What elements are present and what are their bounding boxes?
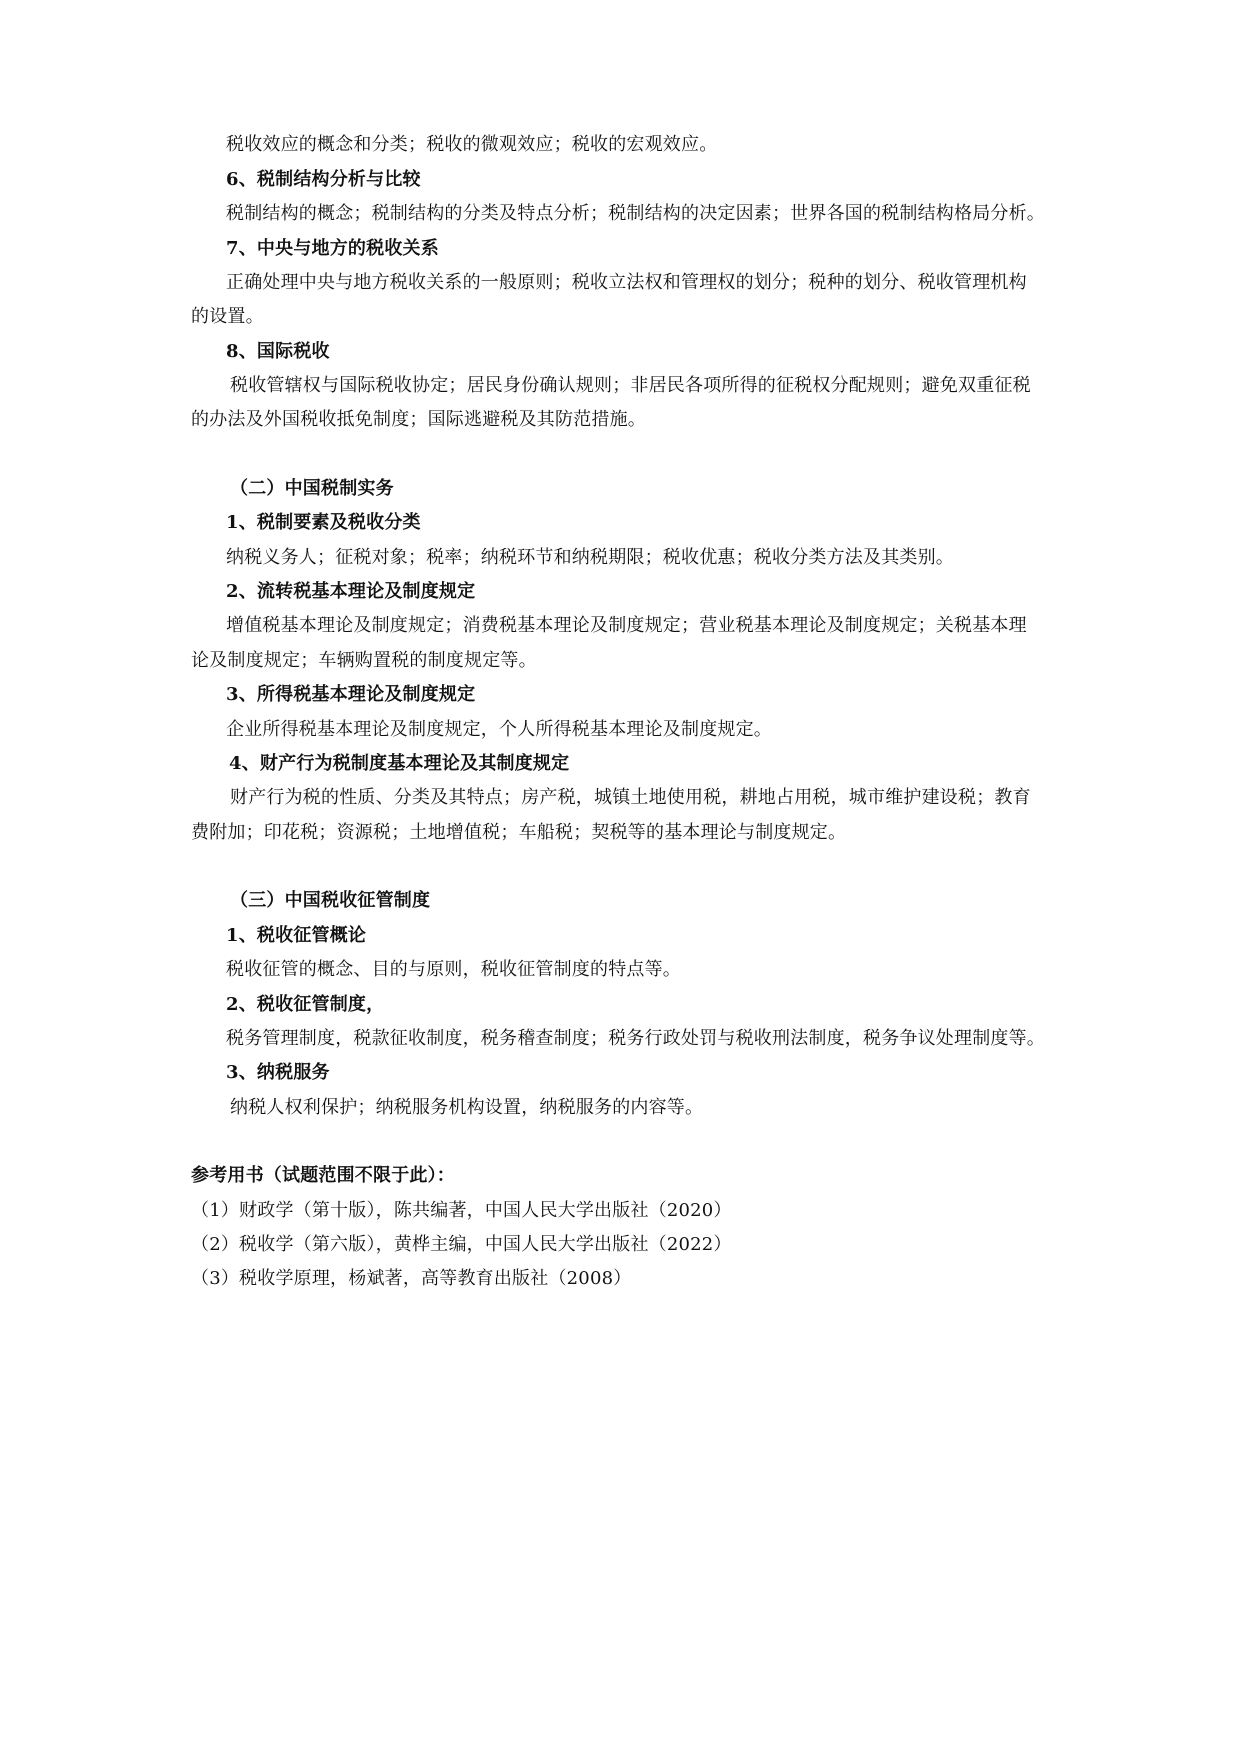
heading-taxpayer-service: 3、纳税服务 [226,1062,330,1083]
paragraph-tax-elements: 纳税义务人；征税对象；税率；纳税环节和纳税期限；税收优惠；税收分类方法及其类别。 [226,547,954,568]
reference-item-1: （1）财政学（第十版），陈共编著，中国人民大学出版社（2020） [191,1200,732,1221]
paragraph-administration-system: 税务管理制度，税款征收制度，税务稽查制度；税务行政处罚与税收刑法制度，税务争议处理制度等。 [226,1028,1045,1049]
heading-international-tax: 8、国际税收 [226,341,330,362]
heading-income-tax: 3、所得税基本理论及制度规定 [226,684,476,705]
paragraph-administration-overview: 税收征管的概念、目的与原则，税收征管制度的特点等。 [226,959,681,980]
paragraph-central-local-line2: 的设置。 [191,306,264,327]
paragraph-central-local-line1: 正确处理中央与地方税收关系的一般原则；税收立法权和管理权的划分；税种的划分、税收管理机构 [226,272,1027,293]
paragraph-turnover-tax-line2: 论及制度规定；车辆购置税的制度规定等。 [191,650,537,671]
references-title: 参考用书（试题范围不限于此）： [191,1165,455,1186]
heading-tax-elements: 1、税制要素及税收分类 [226,512,421,533]
heading-tax-structure: 6、税制结构分析与比较 [226,169,421,190]
paragraph-taxpayer-service: 纳税人权利保护；纳税服务机构设置，纳税服务的内容等。 [230,1097,704,1118]
paragraph-property-tax-line1: 财产行为税的性质、分类及其特点；房产税，城镇土地使用税，耕地占用税，城市维护建设税；教育 [230,787,1031,808]
reference-item-2: （2）税收学（第六版），黄桦主编，中国人民大学出版社（2022） [191,1234,732,1255]
paragraph-international-tax-line1: 税收管辖权与国际税收协定；居民身份确认规则；非居民各项所得的征税权分配规则；避免双重征税 [230,375,1031,396]
heading-administration-overview: 1、税收征管概论 [226,925,367,946]
paragraph-tax-structure: 税制结构的概念；税制结构的分类及特点分析；税制结构的决定因素；世界各国的税制结构格局分析。 [226,203,1045,224]
paragraph-income-tax: 企业所得税基本理论及制度规定，个人所得税基本理论及制度规定。 [226,719,772,740]
heading-property-tax: 4、财产行为税制度基本理论及其制度规定 [229,753,570,774]
paragraph-tax-effects: 税收效应的概念和分类；税收的微观效应；税收的宏观效应。 [226,134,718,155]
section-title-tax-administration: （三）中国税收征管制度 [230,890,431,911]
heading-central-local: 7、中央与地方的税收关系 [226,238,439,259]
paragraph-international-tax-line2: 的办法及外国税收抵免制度；国际逃避税及其防范措施。 [191,409,646,430]
heading-administration-system: 2、税收征管制度， [226,994,385,1015]
heading-turnover-tax: 2、流转税基本理论及制度规定 [226,581,476,602]
paragraph-property-tax-line2: 费附加；印花税；资源税；土地增值税；车船税；契税等的基本理论与制度规定。 [191,822,847,843]
reference-item-3: （3）税收学原理，杨斌著，高等教育出版社（2008） [191,1268,632,1289]
paragraph-turnover-tax-line1: 增值税基本理论及制度规定；消费税基本理论及制度规定；营业税基本理论及制度规定；关税基本理 [226,615,1027,636]
section-title-tax-practice: （二）中国税制实务 [230,478,394,499]
